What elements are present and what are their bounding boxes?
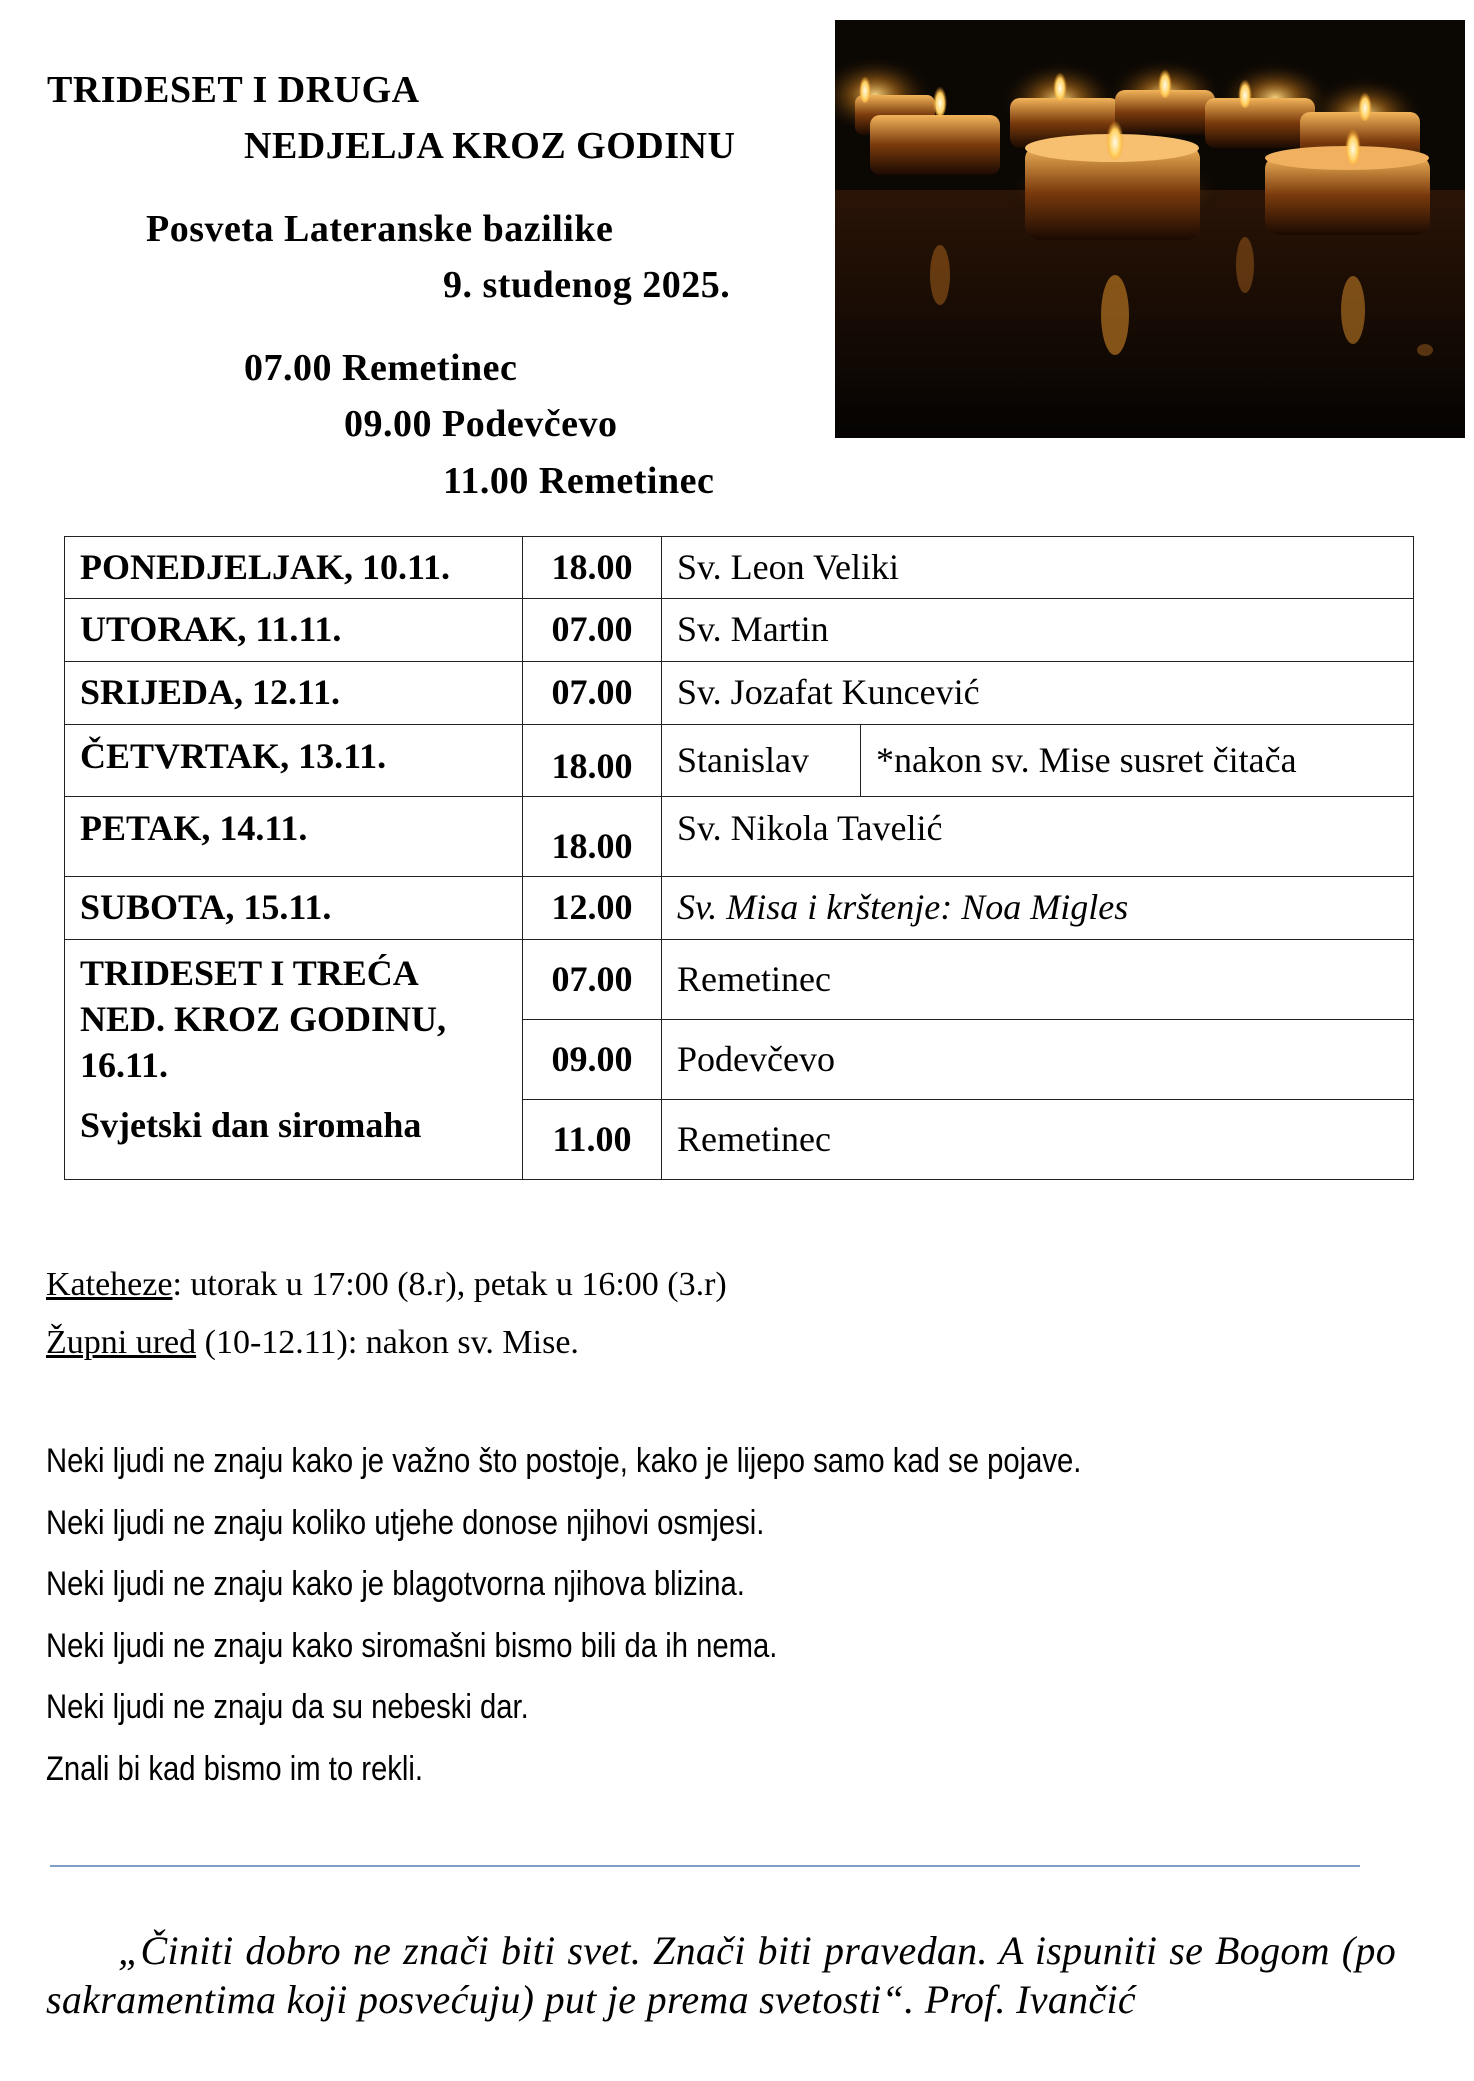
office-note — [46, 1326, 579, 1360]
office-label: Župni ured — [46, 1324, 197, 1361]
schedule-day: ČETVRTAK, 13.11. — [65, 725, 523, 797]
sunday-day-line: TRIDESET I TREĆA — [80, 953, 419, 993]
schedule-row — [65, 877, 1414, 940]
schedule-time: 18.00 — [523, 797, 662, 877]
poem-line: Neki ljudi ne znaju kako je važno što postoje, kako je lijepo samo kad se pojave. — [46, 1442, 1082, 1480]
poem-line: Neki ljudi ne znaju kako siromašni bismo bili da ih nema. — [46, 1627, 778, 1665]
sunday-mass-1: 07.00 Remetinec — [244, 347, 518, 389]
schedule-row — [65, 662, 1414, 725]
schedule-time: 11.00 — [523, 1100, 662, 1180]
poem-line: Neki ljudi ne znaju koliko utjehe donose njihovi osmjesi. — [46, 1504, 765, 1542]
schedule-intention: Sv. Nikola Tavelić — [662, 797, 1414, 877]
candles-photo — [835, 20, 1465, 438]
sunday-day-extra: Svjetski dan siromaha — [80, 1105, 422, 1145]
page-title-line2: NEDJELJA KROZ GODINU — [244, 125, 736, 167]
schedule-day: UTORAK, 11.11. — [65, 599, 523, 662]
schedule-intention: Sv. Leon Veliki — [662, 537, 1414, 599]
schedule-place: Remetinec — [662, 1100, 1414, 1180]
schedule-time: 07.00 — [523, 599, 662, 662]
divider — [50, 1865, 1360, 1867]
schedule-intention: Stanislav — [662, 725, 861, 797]
schedule-time: 18.00 — [523, 725, 662, 797]
sunday-mass-3: 11.00 Remetinec — [443, 460, 715, 502]
schedule-day-sunday — [65, 940, 523, 1180]
sunday-day-line: NED. KROZ GODINU, — [80, 999, 447, 1039]
schedule-day: PONEDJELJAK, 10.11. — [65, 537, 523, 599]
weekly-mass-schedule — [64, 536, 1414, 1180]
schedule-day: SRIJEDA, 12.11. — [65, 662, 523, 725]
office-text: (10-12.11): nakon sv. Mise. — [196, 1324, 579, 1361]
schedule-intention: Sv. Jozafat Kuncević — [662, 662, 1414, 725]
schedule-day: PETAK, 14.11. — [65, 797, 523, 877]
schedule-day: SUBOTA, 15.11. — [65, 877, 523, 940]
schedule-place: Remetinec — [662, 940, 1414, 1020]
schedule-place: Podevčevo — [662, 1020, 1414, 1100]
schedule-intention: Sv. Martin — [662, 599, 1414, 662]
schedule-time: 07.00 — [523, 940, 662, 1020]
schedule-note: *nakon sv. Mise susret čitača — [861, 725, 1414, 797]
schedule-row — [65, 940, 1414, 1020]
schedule-time: 18.00 — [523, 537, 662, 599]
feast-date: 9. studenog 2025. — [443, 264, 731, 306]
sunday-mass-2: 09.00 Podevčevo — [344, 403, 618, 445]
schedule-row — [65, 537, 1414, 599]
poem-line: Neki ljudi ne znaju da su nebeski dar. — [46, 1688, 529, 1726]
schedule-row — [65, 797, 1414, 877]
feast-subtitle: Posveta Lateranske bazilike — [146, 208, 614, 250]
schedule-row — [65, 599, 1414, 662]
poem-line: Neki ljudi ne znaju kako je blagotvorna njihova blizina. — [46, 1565, 745, 1603]
closing-quote: „Činiti dobro ne znači biti svet. Znači biti pravedan. A ispuniti se Bogom (po sakramentima koji posvećuju) put je prema svetosti“. Prof. Ivančić — [46, 1928, 1396, 2022]
kateheze-note — [46, 1268, 727, 1302]
kateheze-label: Kateheze — [46, 1266, 173, 1303]
poem-line: Znali bi kad bismo im to rekli. — [46, 1750, 424, 1788]
schedule-time: 09.00 — [523, 1020, 662, 1100]
sunday-day-line: 16.11. — [80, 1045, 169, 1085]
kateheze-text: : utorak u 17:00 (8.r), petak u 16:00 (3.r) — [172, 1266, 727, 1303]
schedule-intention: Sv. Misa i krštenje: Noa Migles — [662, 877, 1414, 940]
schedule-row — [65, 725, 1414, 797]
schedule-time: 12.00 — [523, 877, 662, 940]
page-title-line1: TRIDESET I DRUGA — [47, 69, 420, 111]
schedule-time: 07.00 — [523, 662, 662, 725]
